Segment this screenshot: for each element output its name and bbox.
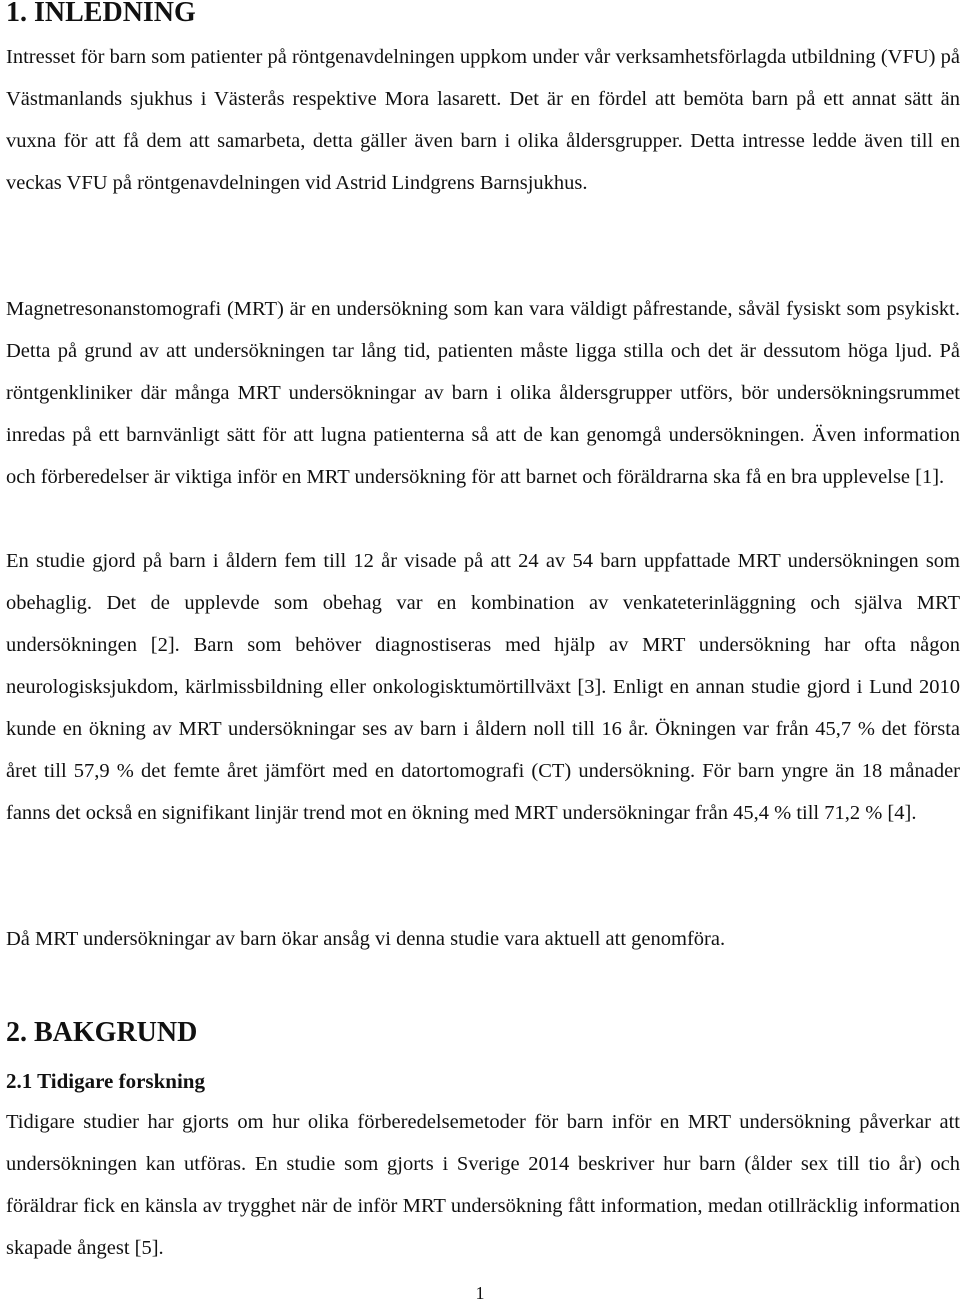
paragraph-mrt-description: Magnetresonanstomografi (MRT) är en undersökning som kan vara väldigt påfrestande, såväl fysiskt som psykiskt. Detta på grund av att undersökningen tar lång tid, patienten måste ligga stilla och det är dessutom höga ljud. På röntgenkliniker där många MRT undersökningar av barn i olika åldersgrupper utförs, bör undersökningsrummet inredas på ett barnvänligt sätt för att lugna patienterna så att de kan genomgå undersökningen. Även information och förberedelser är viktiga inför en MRT undersökning för att barnet och föräldrarna ska få en bra upplevelse [1]. xyxy=(6,298,960,488)
paragraph-intro: Intresset för barn som patienter på röntgenavdelningen uppkom under vår verksamhetsförlagda utbildning (VFU) på Västmanlands sjukhus i Västerås respektive Mora lasarett. Det är en fördel att bemöta barn på ett annat sätt än vuxna för att få dem att samarbeta, detta gäller även barn i olika åldersgrupper. Detta intresse ledde även till en veckas VFU på röntgenavdelningen vid Astrid Lindgrens Barnsjukhus. xyxy=(6,46,960,194)
page-number: 1 xyxy=(475,1283,485,1303)
paragraph-prior-research: Tidigare studier har gjorts om hur olika förberedelsemetoder för barn inför en MRT undersökning påverkar att undersökningen kan utföras. En studie som gjorts i Sverige 2014 beskriver hur barn (ålder sex till tio år) och föräldrar fick en känsla av trygghet när de inför MRT undersökning fått information, medan otillräcklig information skapade ångest [5]. xyxy=(6,1111,960,1259)
paragraph-mrt-studies: En studie gjord på barn i åldern fem till 12 år visade på att 24 av 54 barn uppfattade MRT undersökningen som obehaglig. Det de upplevde som obehag var en kombination av venkateterinläggning och själva MRT undersökningen [2]. Barn som behöver diagnostiseras med hjälp av MRT undersökning har ofta någon neurologisksjukdom, kärlmissbildning eller onkologisktumörtillväxt [3]. Enligt en annan studie gjord i Lund 2010 kunde en ökning av MRT undersökningar ses av barn i åldern noll till 16 år. Ökningen var från 45,7 % det första året till 57,9 % det femte året jämfört med en datortomografi (CT) undersökning. För barn yngre än 18 månader fanns det också en signifikant linjär trend mot en ökning med MRT undersökningar från 45,4 % till 71,2 % [4]. xyxy=(6,550,960,824)
paragraph-study-motivation: Då MRT undersökningar av barn ökar ansåg vi denna studie vara aktuell att genomföra. xyxy=(6,928,726,950)
subsection-heading-tidigare-forskning: 2.1 Tidigare forskning xyxy=(6,1069,205,1093)
section-heading-inledning: 1. INLEDNING xyxy=(6,0,196,28)
section-heading-bakgrund: 2. BAKGRUND xyxy=(6,1017,198,1048)
